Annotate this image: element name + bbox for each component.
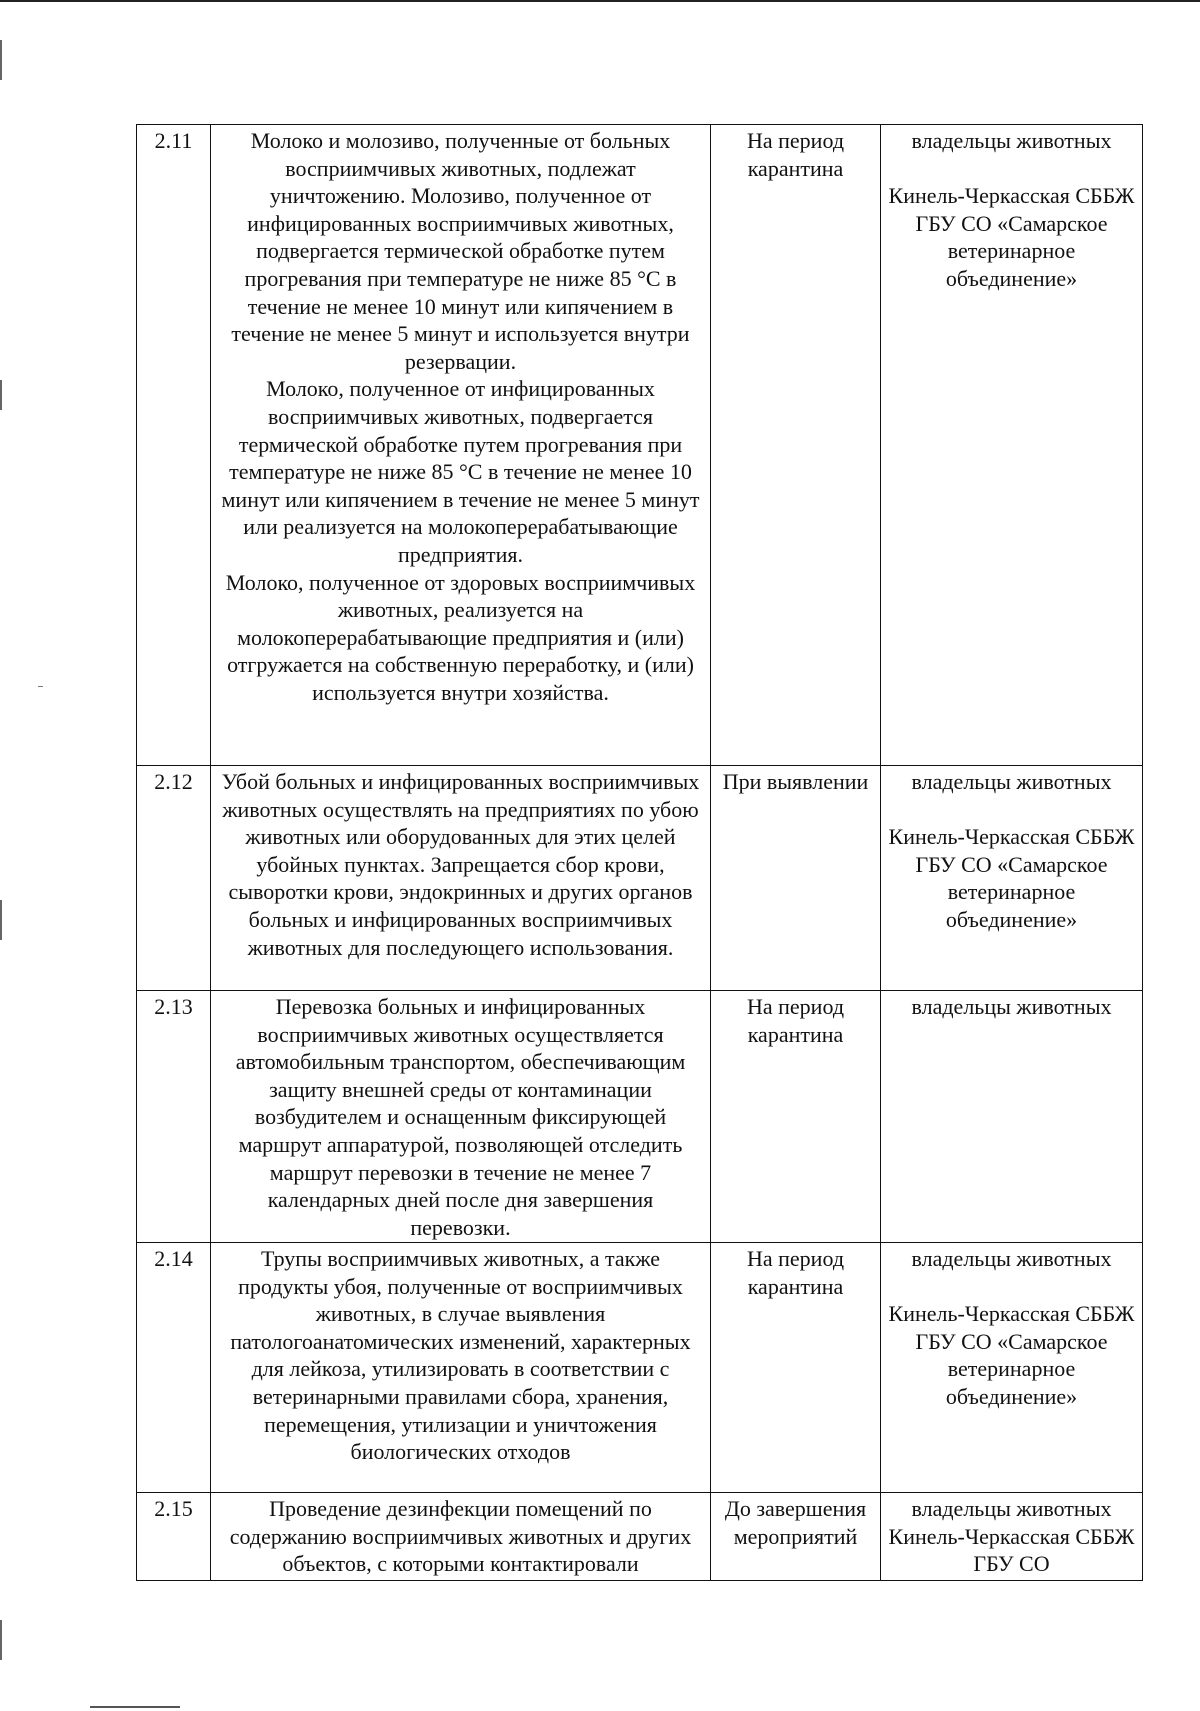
scan-top-border <box>0 0 1200 2</box>
term-cell: На период карантина <box>711 125 881 766</box>
responsible-cell <box>881 1243 1143 1493</box>
table-row <box>137 766 1143 991</box>
responsible-owner: владельцы животных <box>911 994 1112 1019</box>
row-number: 2.14 <box>137 1243 211 1493</box>
responsible-organization: Кинель-Черкасская СББЖ ГБУ СО «Самарское ветеринарное объединение» <box>888 1301 1135 1409</box>
responsible-owner: владельцы животных <box>911 1496 1112 1521</box>
term-cell: На период карантина <box>711 1243 881 1493</box>
measure-paragraph: Молоко, полученное от здоровых восприимчивых животных, реализуется на молокоперерабатывающие предприятия и (или) отгружается на собственную переработку, и (или) используется внутри хозяйства. <box>225 569 696 705</box>
responsible-cell <box>881 125 1143 766</box>
measure-text <box>211 991 711 1243</box>
term-cell: До завершения мероприятий <box>711 1493 881 1581</box>
responsible-cell <box>881 1493 1143 1581</box>
row-number: 2.13 <box>137 991 211 1243</box>
scan-bottom-mark <box>90 1706 180 1708</box>
table-row <box>137 991 1143 1243</box>
table-row <box>137 1493 1143 1581</box>
responsible-cell <box>881 766 1143 991</box>
responsible-organization: Кинель-Черкасская СББЖ ГБУ СО «Самарское ветеринарное объединение» <box>888 824 1135 932</box>
responsible-organization: Кинель-Черкасская СББЖ ГБУ СО «Самарское ветеринарное объединение» <box>888 183 1135 291</box>
row-number: 2.12 <box>137 766 211 991</box>
measure-paragraph: Проведение дезинфекции помещений по содержанию восприимчивых животных и других объектов, с которыми контактировали <box>229 1496 692 1577</box>
measure-paragraph: Молоко и молозиво, полученные от больных восприимчивых животных, подлежат уничтожению. Молозиво, полученное от инфицированных восприимчивых животных, подвергается термической обработке путем прогревания при температуре не ниже 85 °С в течение не менее 10 минут или кипячением в течение не менее 5 минут и используется внутри резервации. <box>231 128 690 374</box>
measure-paragraph: Убой больных и инфицированных восприимчивых животных осуществлять на предприятиях по убою животных или оборудованных для этих целей убойных пунктах. Запрещается сбор крови, сыворотки крови, эндокринных и других органов больных и инфицированных восприимчивых животных для последующего использования. <box>221 769 700 960</box>
measure-text <box>211 1493 711 1581</box>
scan-edge-mark <box>0 380 2 410</box>
row-number: 2.11 <box>137 125 211 766</box>
measure-text <box>211 766 711 991</box>
measure-paragraph: Молоко, полученное от инфицированных восприимчивых животных, подвергается термической обработке путем прогревания при температуре не ниже 85 °С в течение не менее 10 минут или кипячением в течение не менее 5 минут или реализуется на молокоперерабатывающие предприятия. <box>221 376 700 567</box>
row-number: 2.15 <box>137 1493 211 1581</box>
responsible-owner: владельцы животных <box>911 128 1112 153</box>
measure-paragraph: Перевозка больных и инфицированных восприимчивых животных осуществляется автомобильным транспортом, обеспечивающим защиту внешней среды от контаминации возбудителем и оснащенным фиксирующей маршрут аппаратурой, позволяющей отследить маршрут перевозки в течение не менее 7 календарных дней после дня завершения перевозки. <box>235 994 686 1240</box>
scan-speck <box>38 686 43 687</box>
scan-edge-mark <box>0 1620 2 1660</box>
responsible-owner: владельцы животных <box>911 769 1112 794</box>
table-row <box>137 125 1143 766</box>
responsible-cell <box>881 991 1143 1243</box>
term-cell: На период карантина <box>711 991 881 1243</box>
scan-edge-mark <box>0 900 2 940</box>
measure-text <box>211 1243 711 1493</box>
measure-text <box>211 125 711 766</box>
table-row <box>137 1243 1143 1493</box>
responsible-owner: владельцы животных <box>911 1246 1112 1271</box>
measure-paragraph: Трупы восприимчивых животных, а также продукты убоя, полученные от восприимчивых животных, в случае выявления патологоанатомических изменений, характерных для лейкоза, утилизировать в соответствии с ветеринарными правилами сбора, хранения, перемещения, утилизации и уничтожения биологических отходов <box>230 1246 691 1465</box>
scan-edge-mark <box>0 40 2 80</box>
responsible-organization: Кинель-Черкасская СББЖ ГБУ СО <box>888 1523 1135 1577</box>
term-cell: При выявлении <box>711 766 881 991</box>
measures-table <box>136 124 1143 1581</box>
